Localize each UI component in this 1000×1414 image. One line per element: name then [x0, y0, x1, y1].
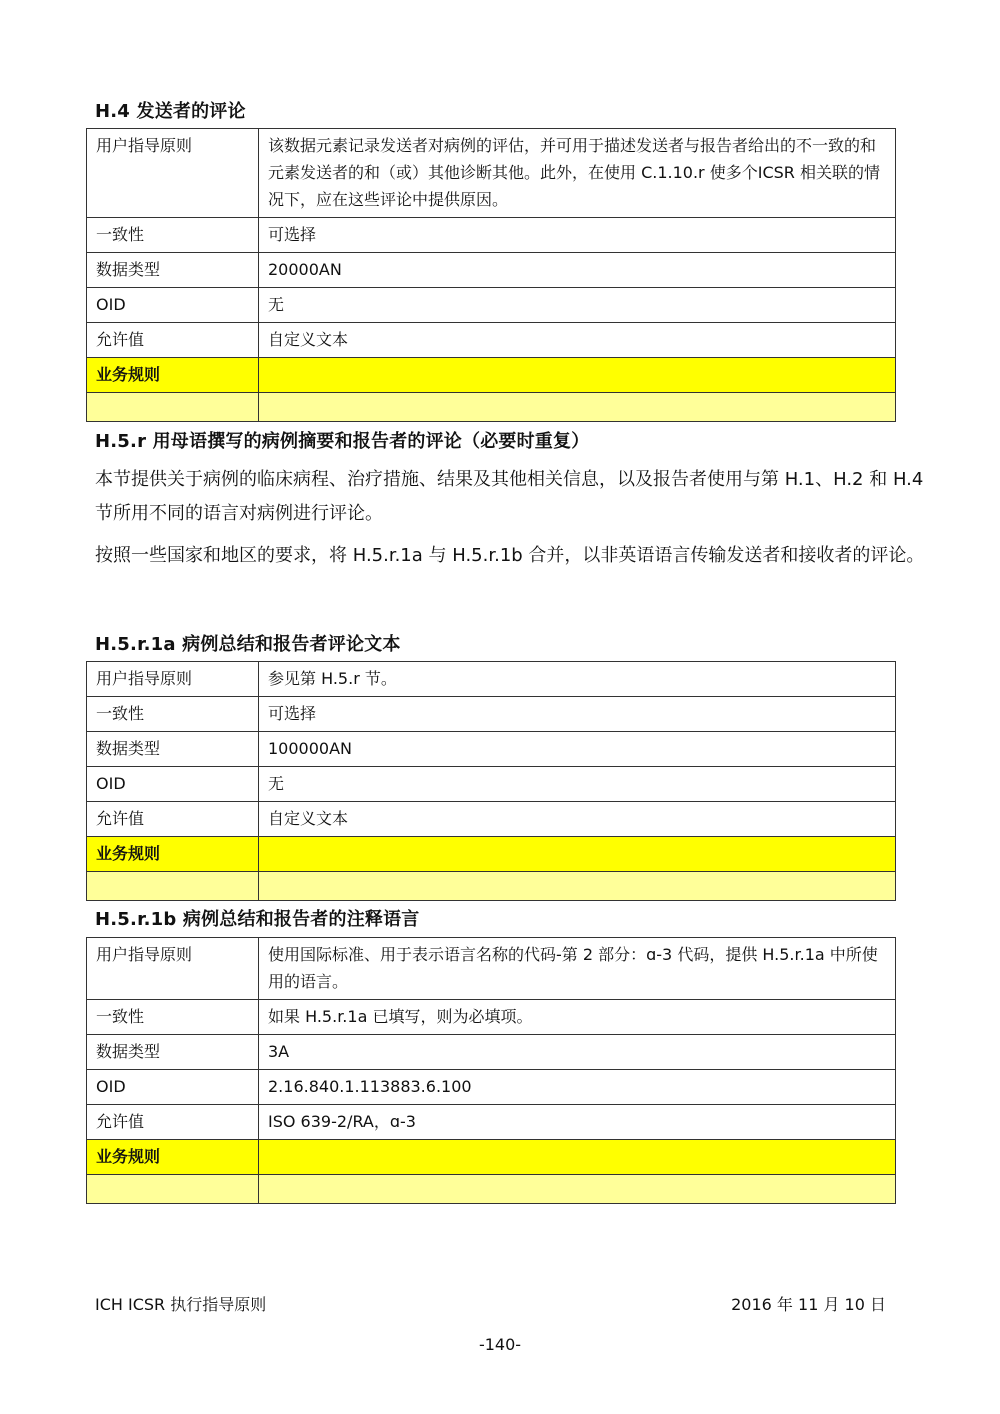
row-label: 数据类型 [87, 732, 259, 767]
table-row [87, 1105, 896, 1140]
row-label: 数据类型 [87, 1035, 259, 1070]
row-label: 用户指导原则 [87, 662, 259, 697]
table-row [87, 697, 896, 732]
row-value: 20000AN [259, 253, 896, 288]
section-paragraph-1: 本节提供关于病例的临床病程、治疗措施、结果及其他相关信息，以及报告者使用与第 H.1、H.2 和 H.4 节所用不同的语言对病例进行评论。 [95, 469, 924, 524]
row-label: 允许值 [87, 802, 259, 837]
business-rule-value [259, 1175, 896, 1204]
row-value: 该数据元素记录发送者对病例的评估，并可用于描述发送者与报告者给出的不一致的和元素发送者的和（或）其他诊断其他。此外，在使用 C.1.10.r 使多个ICSR 相关联的情况下，应在这些评论中提供原因。 [259, 129, 896, 218]
table-row [87, 662, 896, 697]
row-value: 无 [259, 767, 896, 802]
spec-table-h5r1b [86, 937, 896, 1204]
table-row [87, 1035, 896, 1070]
row-label: 一致性 [87, 697, 259, 732]
row-value: 自定义文本 [259, 802, 896, 837]
page-number: -140- [478, 1335, 522, 1354]
table-row [87, 253, 896, 288]
business-rule-cell [87, 872, 259, 901]
row-label: OID [87, 288, 259, 323]
business-rule-value [259, 872, 896, 901]
table-row [87, 323, 896, 358]
spec-table-h4 [86, 128, 896, 422]
table-row [87, 938, 896, 1000]
row-label: OID [87, 1070, 259, 1105]
footer-date: 2016 年 11 月 10 日 [731, 1295, 886, 1314]
table-row [87, 767, 896, 802]
table-row [87, 288, 896, 323]
row-value: 自定义文本 [259, 323, 896, 358]
business-rule-label: 业务规则 [87, 837, 259, 872]
table-row [87, 802, 896, 837]
row-value: 参见第 H.5.r 节。 [259, 662, 896, 697]
row-label: 数据类型 [87, 253, 259, 288]
row-label: 用户指导原则 [87, 938, 259, 1000]
business-rule-header-row [87, 1140, 896, 1175]
row-value: ISO 639-2/RA，ɑ-3 [259, 1105, 896, 1140]
business-rule-cell [87, 1175, 259, 1204]
business-rule-body-row [87, 393, 896, 422]
business-rule-body-row [87, 1175, 896, 1204]
row-value: 可选择 [259, 697, 896, 732]
spec-table-h5r1a [86, 661, 896, 901]
row-value: 可选择 [259, 218, 896, 253]
row-value: 3A [259, 1035, 896, 1070]
section-heading-h5r1b: H.5.r.1b 病例总结和报告者的注释语言 [95, 909, 420, 930]
business-rule-header-row [87, 837, 896, 872]
row-label: 一致性 [87, 218, 259, 253]
business-rule-cell [87, 393, 259, 422]
row-label: OID [87, 767, 259, 802]
table-row [87, 732, 896, 767]
table-row [87, 1070, 896, 1105]
section-heading-h4: H.4 发送者的评论 [95, 101, 246, 122]
row-value: 使用国际标准、用于表示语言名称的代码-第 2 部分：ɑ-3 代码，提供 H.5.r.1a 中所使用的语言。 [259, 938, 896, 1000]
row-value: 如果 H.5.r.1a 已填写，则为必填项。 [259, 1000, 896, 1035]
row-value: 2.16.840.1.113883.6.100 [259, 1070, 896, 1105]
business-rule-label: 业务规则 [87, 1140, 259, 1175]
section-heading-h5r: H.5.r 用母语撰写的病例摘要和报告者的评论（必要时重复） [95, 431, 590, 452]
row-label: 允许值 [87, 323, 259, 358]
row-value: 无 [259, 288, 896, 323]
table-row [87, 1000, 896, 1035]
business-rule-header-row [87, 358, 896, 393]
table-row [87, 129, 896, 218]
section-heading-h5r1a: H.5.r.1a 病例总结和报告者评论文本 [95, 634, 401, 655]
row-label: 用户指导原则 [87, 129, 259, 218]
section-paragraph-2: 按照一些国家和地区的要求，将 H.5.r.1a 与 H.5.r.1b 合并，以非英语语言传输发送者和接收者的评论。 [95, 545, 925, 566]
business-rule-header-value [259, 837, 896, 872]
row-label: 允许值 [87, 1105, 259, 1140]
row-label: 一致性 [87, 1000, 259, 1035]
business-rule-header-value [259, 1140, 896, 1175]
business-rule-label: 业务规则 [87, 358, 259, 393]
business-rule-body-row [87, 872, 896, 901]
table-row [87, 218, 896, 253]
row-value: 100000AN [259, 732, 896, 767]
footer-document-title: ICH ICSR 执行指导原则 [95, 1295, 267, 1314]
business-rule-value [259, 393, 896, 422]
business-rule-header-value [259, 358, 896, 393]
